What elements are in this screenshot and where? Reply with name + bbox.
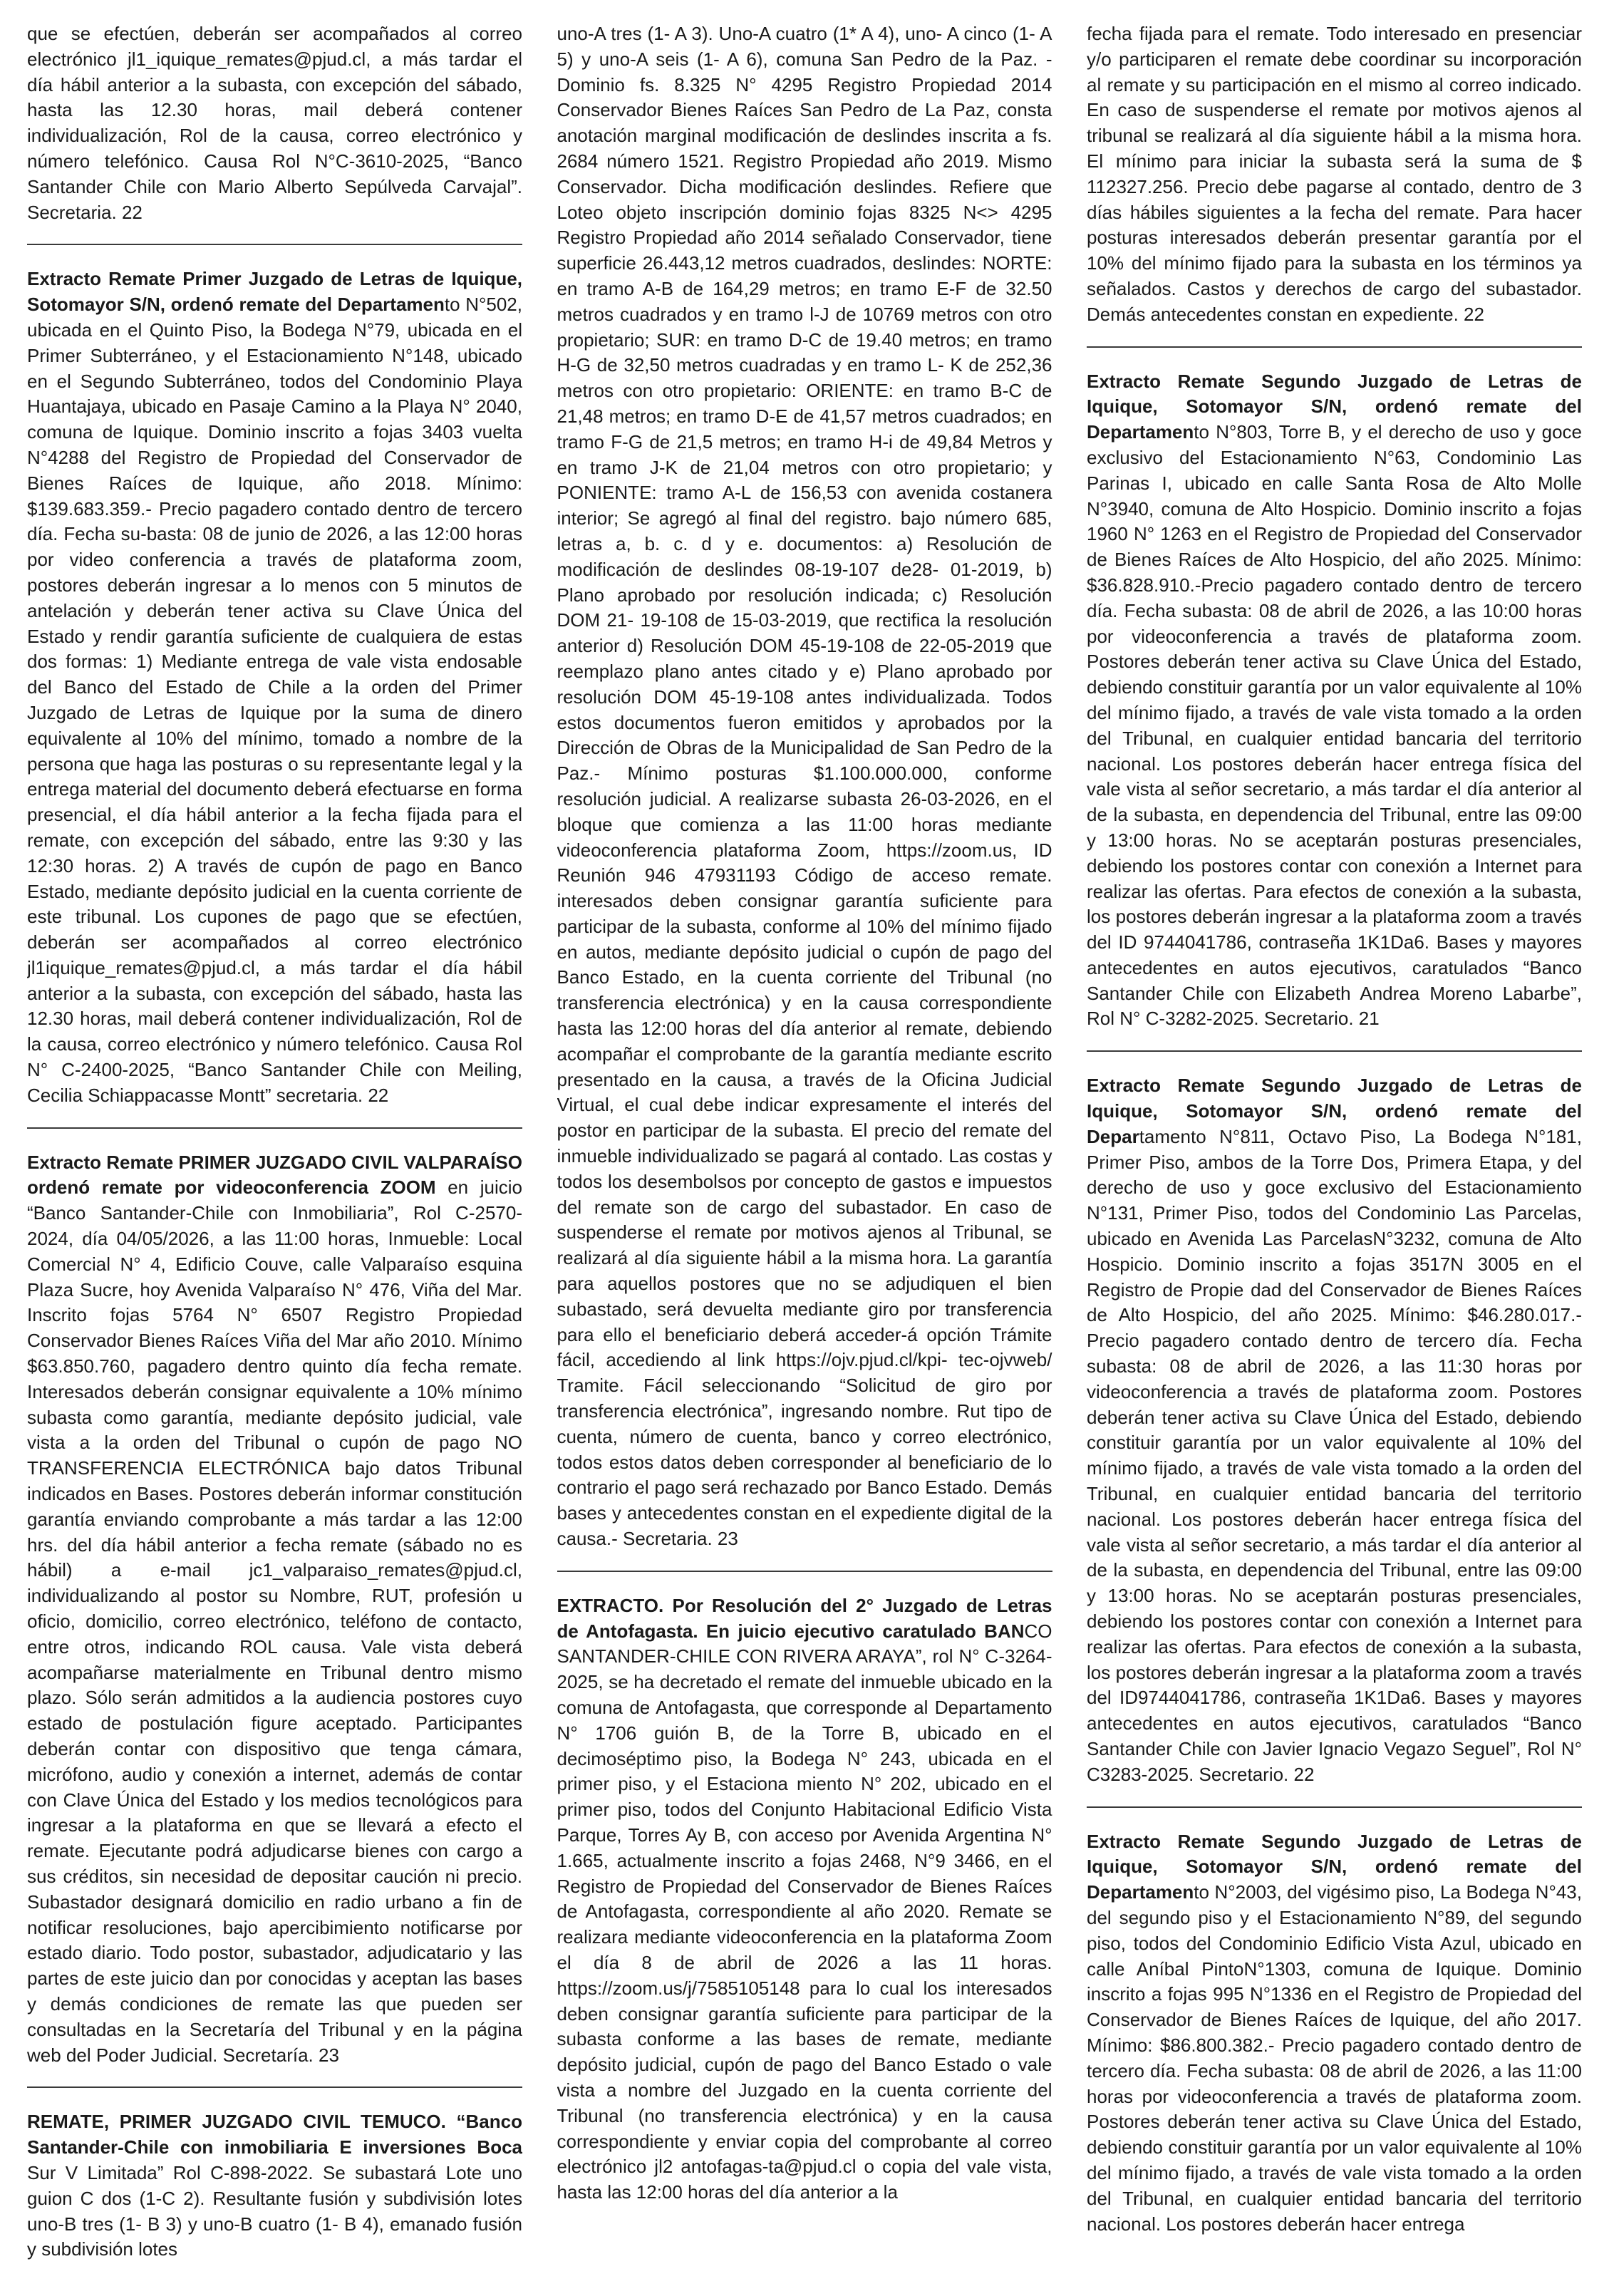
notice-body: to N°502, ubicada en el Quinto Piso, la Bodega N°79, ubicada en el Primer Subterráneo, y el Estacionamiento N°148, ubicado en el Segundo Subterráneo, todos del Condominio Playa Huantajaya, ubicado en Pasaje Camino a la Playa N° 2040, comuna de Iquique. Dominio inscrito a fojas 3403 vuelta N°4288 del Registro de Propiedad del Conservador de Bienes Raíces de Iquique, año 2018. Mínimo: $139.683.359.- Precio pagadero contado dentro de tercero día. Fecha su-basta: 08 de junio de 2026, a las 12:00 horas por video conferencia a través de plataforma zoom, postores deberán ingresar a lo menos con 5 minutos de antelación y deberán tener activa su Clave Única del Estado y rendir garantía suficiente de cualquiera de estas dos formas: 1) Mediante entrega de vale vista endosable del Banco del Estado de Chile a la orden del Primer Juzgado de Letras de Iquique por la suma de dinero equivalente al 10% del mínimo, tomado a nombre de la persona que haga las posturas o su representante legal y la entrega material del documento deberá efectuarse en forma presencial, el día hábil anterior a la fecha fijada para el remate, con excepción del sábado, entre las 9:30 y las 12:30 horas. 2) A través de cupón de pago en Banco Estado, mediante depósito judicial en la cuenta corriente de este tribunal. Los cupones de pago que se efectúen, deberán ser acompañados al correo electrónico jl1iquique_remates@pjud.cl, a más tardar el día hábil anterior a la subasta, con excepción del sábado, hasta las 12.30 horas, mail deberá contener individualización, Rol de la causa, correo electrónico y número telefónico. Causa Rol N° C-2400-2025, “Banco Santander Chile con Meiling, Cecilia Schiappacasse Montt” secretaria. 22 bbox=[27, 294, 522, 1106]
notice-body: fecha fijada para el remate. Todo interesado en presenciar y/o participaren el remate debe coordinar su incorporación al remate y su participación en el mismo al correo indicado. En caso de suspenderse el remate por motivos ajenos al tribunal se realizará al día siguiente hábil a la misma hora. El mínimo para iniciar la subasta será la suma de $ 112327.256. Precio debe pagarse al contado, dentro de 3 días hábiles siguientes a la fecha del remate. Para hacer posturas interesados deberán presentar garantía por el 10% del mínimo fijado para la subasta en los términos ya señalados. Castos y derechos de cargo del subastador. Demás antecedentes constan en expediente. 22 bbox=[1087, 23, 1582, 325]
notice-heading: Extracto Remate PRIMER JUZGADO CIVIL VALPARAÍSO ordenó remate por videoconferencia ZOOM bbox=[27, 1151, 522, 1199]
notice-body: uno-A tres (1- A 3). Uno-A cuatro (1* A 4), uno- A cinco (1- A 5) y uno-A seis (1- A 6), comuna San Pedro de la Paz. - Dominio fs. 8.325 N° 4295 Registro Propiedad 2014 Conservador Bienes Raíces San Pedro de La Paz, consta anotación marginal modificación de deslindes inscrita a fs. 2684 número 1521. Registro Propiedad año 2019. Mismo Conservador. Dicha modificación deslindes. Refiere que Loteo objeto inscripción dominio fojas 8325 N<> 4295 Registro Propiedad año 2014 señalado Conservador, tiene superficie 26.443,12 metros cuadrados, deslindes: NORTE: en tramo A-B de 164,29 metros; en tramo E-F de 32.50 metros cuadrados y en tramo l-J de 10769 metros con otro propietario; SUR: en tramo D-C de 19.40 metros; en tramo H-G de 32,50 metros cuadradas y en tramo L- K de 252,36 metros con otro propietario: ORIENTE: en tramo B-C de 21,48 metros; en tramo D-E de 41,57 metros cuadrados; en tramo F-G de 21,5 metros; en tramo H-i de 49,84 Metros y en tramo J-K de 21,04 metros con otro propietario; y PONIENTE: tramo A-L de 156,53 con avenida costanera interior; Se agregó al final del registro. bajo número 685, letras a, b. c. d y e. documentos: a) Resolución de modificación de deslindes 08-19-107 de28- 01-2019, b) Plano aprobado por resolución indicada; c) Resolución DOM 21- 19-108 de 15-03-2019, que rectifica la resolución anterior d) Resolución DOM 45-19-108 de 22-05-2019 que reemplazo plano antes citado y e) Plano aprobado por resolución DOM 45-19-108 antes individualizada. Todos estos documentos fueron emitidos y aprobados por la Dirección de Obras de la Municipalidad de San Pedro de la Paz.- Mínimo posturas $1.100.000.000, conforme resolución judicial. A realizarse subasta 26-03-2026, en el bloque que comienza a las 11:00 horas mediante videoconferencia plataforma Zoom, https://zoom.us, ID Reunión 946 47931193 Código de acceso remate. interesados deben consignar garantía suficiente para participar de la subasta, conforme al 10% del mínimo fijado en autos, mediante depósito judicial o cupón de pago del Banco Estado, en la cuenta corriente del Tribunal (no transferencia electrónica) y en la causa correspondiente hasta las 12:00 horas del día anterior al remate, debiendo acompañar el comprobante de la garantía mediante escrito presentado en la causa, a través de la Oficina Judicial Virtual, el cual debe indicar expresamente el interés del postor en participar de la subasta. El precio del remate del inmueble individualizado se pagará al contado. Las costas y todos los desembolsos por concepto de gastos e impuestos del remate son de cargo del subastador. En caso de suspenderse el remate por motivos ajenos al Tribunal, se realizará al día siguiente hábil a la misma hora. La garantía para aquellos postores que no se adjudiquen el bien subastado, será devuelta mediante giro por transferencia para ello el beneficiario deberá acceder-á opción Trámite fácil, accediendo al link https://ojv.pjud.cl/kpi- tec-ojvweb/ Tramite. Fácil seleccionando “Solicitud de giro por transferencia electrónica”, ingresando nombre. Rut tipo de cuenta, número de cuenta, banco y correo electrónico, todos estos datos deben corresponder al beneficiario de lo contrario el pago será rechazado por Banco Estado. Demás bases y antecedentes constan en el expediente digital de la causa.- Secretaria. 23 bbox=[557, 23, 1052, 1550]
notice-body: tamento N°811, Octavo Piso, La Bodega N°181, Primer Piso, ambos de la Torre Dos, Primera Etapa, y del derecho de uso y goce exclusivo del Estacionamiento N°131, Primer Piso, todos del Condominio Las Parcelas, ubicado en Avenida Las ParcelasN°3232, comuna de Alto Hospicio. Dominio inscrito a fojas 3517N 3005 en el Registro de Propie dad del Conservador de Bienes Raíces de Alto Hospicio, del año 2025. Mínimo: $46.280.017.- Precio pagadero contado dentro de tercero día. Fecha subasta: 08 de abril de 2026, a las 11:30 horas por videoconferencia a través de plataforma zoom. Postores deberán tener activa su Clave Única del Estado, debiendo constituir garantía por un valor equivalente al 10% del mínimo fijado, a través de vale vista tomado a la orden del Tribunal, en cualquier entidad bancaria del territorio nacional. Los postores deberán hacer entrega física del vale vista al señor secretario, a más tardar el día anterior al de la subasta, en dependencia del Tribunal, entre las 09:00 y 13:00 horas. No se aceptarán posturas presenciales, debiendo los postores contar con conexión a Internet para realizar las ofertas. Para efectos de conexión a la subasta, los postores deberán ingresar a la plataforma zoom a través del ID9744041786, contraseña 1K1Da6. Bases y mayores antecedentes en autos ejecutivos, caratulados “Banco Santander Chile con Javier Ignacio Vegazo Seguel”, Rol N° C3283-2025. Secretario. 22 bbox=[1087, 1125, 1582, 1785]
notice-remate-iquique-2-c bbox=[1087, 1829, 1582, 2238]
notice-continuation bbox=[1087, 21, 1582, 328]
notice-divider bbox=[27, 1127, 522, 1129]
notice-remate-temuco bbox=[27, 2109, 522, 2263]
notice-extracto-antofagasta bbox=[557, 1593, 1052, 2205]
notice-body: to N°803, Torre B, y el derecho de uso y goce exclusivo del Estacionamiento N°63, Condominio Las Parinas I, ubicado en calle Santa Rosa de Alto Molle N°3940, comuna de Alto Hospicio. Dominio inscrito a fojas 1960 N° 1263 en el Registro de Propiedad del Conservador de Bienes Raíces de Alto Hospicio, del año 2025. Mínimo: $36.828.910.-Precio pagadero contado dentro de tercero día. Fecha subasta: 08 de abril de 2026, a las 10:00 horas por videoconferencia a través de plataforma zoom. Postores deberán tener activa su Clave Única del Estado, debiendo constituir garantía por un valor equivalente al 10% del mínimo fijado, a través de vale vista tomado a la orden del Tribunal, en cualquier entidad bancaria del territorio nacional. Los postores deberán hacer entrega física del vale vista al señor secretario, a más tardar el día anterior al de la subasta, en dependencia del Tribunal, entre las 09:00 y 13:00 horas. No se aceptarán posturas presenciales, debiendo los postores contar con conexión a Internet para realizar las ofertas. Para efectos de conexión a la subasta, los postores deberán ingresar a la plataforma zoom a través del ID 9744041786, contraseña 1K1Da6. Bases y mayores antecedentes en autos ejecutivos, caratulados “Banco Santander Chile con Elizabeth Andrea Moreno Labarbe”, Rol N° C-3282-2025. Secretario. 21 bbox=[1087, 421, 1582, 1030]
notice-divider bbox=[557, 1571, 1052, 1572]
notice-body: que se efectúen, deberán ser acompañados al correo electrónico jl1_iquique_remates@pjud.cl, a más tardar el día hábil anterior a la subasta, con excepción del sábado, hasta las 12.30 horas, mail deberá contener individualización, Rol de la causa, correo electrónico y número telefónico. Causa Rol N°C-3610-2025, “Banco Santander Chile con Mario Alberto Sepúlveda Carvajal”. Secretaria. 22 bbox=[27, 23, 522, 223]
notice-continuation bbox=[557, 21, 1052, 1552]
notice-body: to N°2003, del vigésimo piso, La Bodega N°43, del segundo piso y el Estacionamiento N°89, del segundo piso, todos del Condominio Edificio Vista Azul, ubicado en calle Aníbal PintoN°1303, comuna de Iquique. Dominio inscrito a fojas 995 N°1336 en el Registro de Propiedad del Conservador de Bienes Raíces de Iquique, del año 2017. Mínimo: $86.800.382.- Precio pagadero contado dentro de tercero día. Fecha subasta: 08 de abril de 2026, a las 11:00 horas por videoconferencia a través de plataforma zoom. Postores deberán tener activa su Clave Única del Estado, debiendo constituir garantía por un valor equivalente al 10% del mínimo fijado, a través de vale vista tomado a la orden del Tribunal, en cualquier entidad bancaria del territorio nacional. Los postores deberán hacer entrega bbox=[1087, 1881, 1582, 2235]
notice-remate-iquique-2-a bbox=[1087, 369, 1582, 1033]
notice-remate-iquique-1 bbox=[27, 267, 522, 1108]
classifieds-page bbox=[27, 21, 1582, 2280]
notice-heading: Extracto Remate Primer Juzgado de Letras de Iquique, Sotomayor S/N, ordenó remate del Departamen bbox=[27, 268, 522, 316]
notice-divider bbox=[27, 2086, 522, 2088]
column-3 bbox=[1087, 21, 1582, 2280]
notice-body: en juicio “Banco Santander-Chile con Inmobiliaria”, Rol C-2570-2024, día 04/05/2026, a las 11:00 horas, Inmueble: Local Comercial N° 4, Edificio Couve, calle Valparaíso esquina Plaza Sucre, hoy Avenida Valparaíso N° 476, Viña del Mar. Inscrito fojas 5764 N° 6507 Registro Propiedad Conservador Bienes Raíces Viña del Mar año 2010. Mínimo $63.850.760, pagadero dentro quinto día fecha remate. Interesados deberán consignar equivalente a 10% mínimo subasta como garantía, mediante depósito judicial, vale vista a la orden del Tribunal o cupón de pago NO TRANSFERENCIA ELECTRÓNICA bajo datos Tribunal indicados en Bases. Postores deberán informar constitución garantía enviando comprobante a más tardar a las 12:00 hrs. del día hábil anterior a fecha remate (sábado no es hábil) a e-mail jc1_valparaiso_remates@pjud.cl, individualizando al postor su Nombre, RUT, profesión u oficio, domicilio, correo electrónico, teléfono de contacto, entre otros, indicando ROL causa. Vale vista deberá acompañarse materialmente en Tribunal dentro mismo plazo. Sólo serán admitidos a la audiencia postores cuyo estado de postulación figure aceptado. Participantes deberán contar con dispositivo que tenga cámara, micrófono, audio y conexión a internet, además de contar con Clave Única del Estado y los medios tecnológicos para ingresar a la plataforma en que se llevará a efecto el remate. Ejecutante podrá adjudicarse bienes con cargo a sus créditos, sin necesidad de depositar caución ni precio. Subastador designará domicilio en radio urbano a fin de notificar resoluciones, bajo apercibimiento notificarse por estado diario. Todo postor, subastador, adjudicatario y las partes de este juicio dan por conocidas y aceptan las bases y demás condiciones de remate las que pueden ser consultadas en la Secretaría del Tribunal y en la página web del Poder Judicial. Secretaría. 23 bbox=[27, 1177, 522, 2066]
notice-heading: Extracto Remate Segundo Juzgado de Letras de Iquique, Sotomayor S/N, ordenó remate del Departamen bbox=[1087, 1830, 1582, 1903]
notice-heading: EXTRACTO. Por Resolución del 2° Juzgado de Letras de Antofagasta. En juicio ejecutivo caratulado BAN bbox=[557, 1594, 1052, 1642]
notice-heading: Extracto Remate Segundo Juzgado de Letras de Iquique, Sotomayor S/N, ordenó remate del Departamen bbox=[1087, 370, 1582, 443]
notice-remate-iquique-2-b bbox=[1087, 1073, 1582, 1787]
notice-divider bbox=[27, 244, 522, 245]
notice-continuation bbox=[27, 21, 522, 225]
notice-divider bbox=[1087, 1050, 1582, 1052]
notice-heading: REMATE, PRIMER JUZGADO CIVIL TEMUCO. “Banco Santander-Chile con inmobiliaria E inversiones Boca bbox=[27, 2111, 522, 2158]
notice-remate-valparaiso bbox=[27, 1150, 522, 2069]
notice-heading: Extracto Remate Segundo Juzgado de Letras de Iquique, Sotomayor S/N, ordenó remate del Depar bbox=[1087, 1075, 1582, 1147]
column-2 bbox=[557, 21, 1052, 2280]
notice-body: Sur V Limitada” Rol C-898-2022. Se subastará Lote uno guion C dos (1-C 2). Resultante fusión y subdivisión lotes uno-B tres (1- B 3) y uno-B cuatro (1- B 4), emanado fusión y subdivisión lotes bbox=[27, 2161, 522, 2260]
column-1 bbox=[27, 21, 522, 2280]
notice-divider bbox=[1087, 346, 1582, 348]
notice-divider bbox=[1087, 1806, 1582, 1808]
notice-body: CO SANTANDER-CHILE CON RIVERA ARAYA”, rol N° C-3264-2025, se ha decretado el remate del inmueble ubicado en la comuna de Antofagasta, que corresponde al Departamento N° 1706 guión B, de la Torre B, ubicado en el decimoséptimo piso, la Bodega N° 243, ubicada en el primer piso, y el Estaciona miento N° 202, ubicado en el primer piso, todos del Conjunto Habitacional Edificio Vista Parque, Torres Ay B, con acceso por Avenida Argentina N° 1.665, actualmente inscrito a fojas 2468, N°9 3466, en el Registro de Propiedad del Conservador de Bienes Raíces de Antofagasta, correspondiente al año 2020. Remate se realizara mediante videoconferencia en la plataforma Zoom el día 8 de abril de 2026 a las 11 horas. https://zoom.us/j/7585105148 para lo cual los interesados deben consignar garantía suficiente para participar de la subasta conforme a las bases de remate, mediante depósito judicial, cupón de pago del Banco Estado o vale vista a nombre del Juzgado en la cuenta corriente del Tribunal (no transferencia electrónica) y en la causa correspondiente y enviar copia del comprobante al correo electrónico jl2 antofagas-ta@pjud.cl o copia del vale vista, hasta las 12:00 horas del día anterior a la bbox=[557, 1620, 1052, 2203]
